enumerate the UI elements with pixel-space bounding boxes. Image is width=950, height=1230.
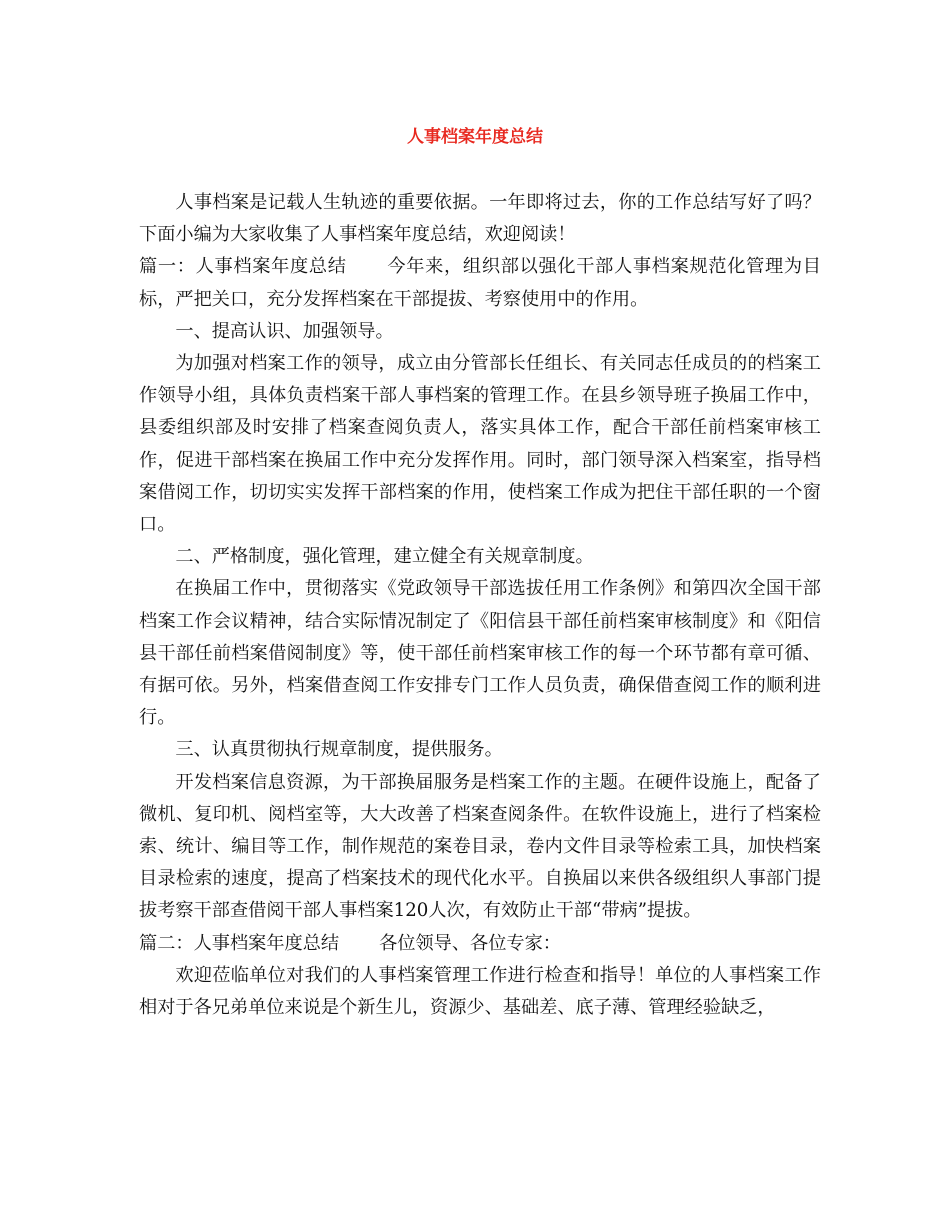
section1-paragraph: 为加强对档案工作的领导，成立由分管部长任组长、有关同志任成员的的档案工作领导小组，具体负责档案干部人事档案的管理工作。在县乡领导班子换届工作中，县委组织部及时安排了档案查阅负责人，落实具体工作，配合干部任前档案审核工作，促进干部档案在换届工作中充分发挥作用。同时，部门领导深入档案室，指导档案借阅工作，切切实实发挥干部档案的作用，使档案工作成为把住干部任职的一个窗口。 [139,353,821,536]
section2-heading: 二、严格制度，强化管理，建立健全有关规章制度。 [175,546,594,568]
closing-paragraph: 欢迎莅临单位对我们的人事档案管理工作进行检查和指导！单位的人事档案工作相对于各兄弟单位来说是个新生儿，资源少、基础差、底子薄、管理经验缺乏， [139,964,821,1019]
document-body [139,187,821,1024]
document-title: 人事档案年度总结 [407,127,543,147]
part1-paragraph [139,251,821,315]
section2-paragraph: 在换届工作中，贯彻落实《党政领导干部选拔任用工作条例》和第四次全国干部档案工作会议精神，结合实际情况制定了《阳信县干部任前档案审核制度》和《阳信县干部任前档案借阅制度》等，使干部任前档案审核工作的每一个环节都有章可循、有据可依。另外，档案借查阅工作安排专门工作人员负责，确保借查阅工作的顺利进行。 [139,578,821,729]
part1-heading: 篇一：人事档案年度总结 [139,256,347,278]
section3-heading: 三、认真贯彻执行规章制度，提供服务。 [175,739,503,761]
part2-lead: 各位领导、各位专家： [379,932,561,954]
intro-paragraph: 人事档案是记载人生轨迹的重要依据。一年即将过去，你的工作总结写好了吗？下面小编为大家收集了人事档案年度总结，欢迎阅读！ [139,192,821,246]
part1-lead: 今年来，组织部以强化干部人事档案规范化管理为目标，严把关口，充分发挥档案在干部提拔、考察使用中的作用。 [139,256,821,310]
part2-heading: 篇二：人事档案年度总结 [139,932,340,954]
section1-heading: 一、提高认识、加强领导。 [175,320,394,342]
section3-paragraph: 开发档案信息资源，为干部换届服务是档案工作的主题。在硬件设施上，配备了微机、复印机、阅档室等，大大改善了档案查阅条件。在软件设施上，进行了档案检索、统计、编目等工作，制作规范的案卷目录，卷内文件目录等检索工具，加快档案目录检索的速度，提高了档案技术的现代化水平。自换届以来供各级组织人事部门提拔考察干部查借阅干部人事档案120人次，有效防止干部“带病”提拔。 [139,771,821,922]
part2-paragraph [139,928,821,960]
